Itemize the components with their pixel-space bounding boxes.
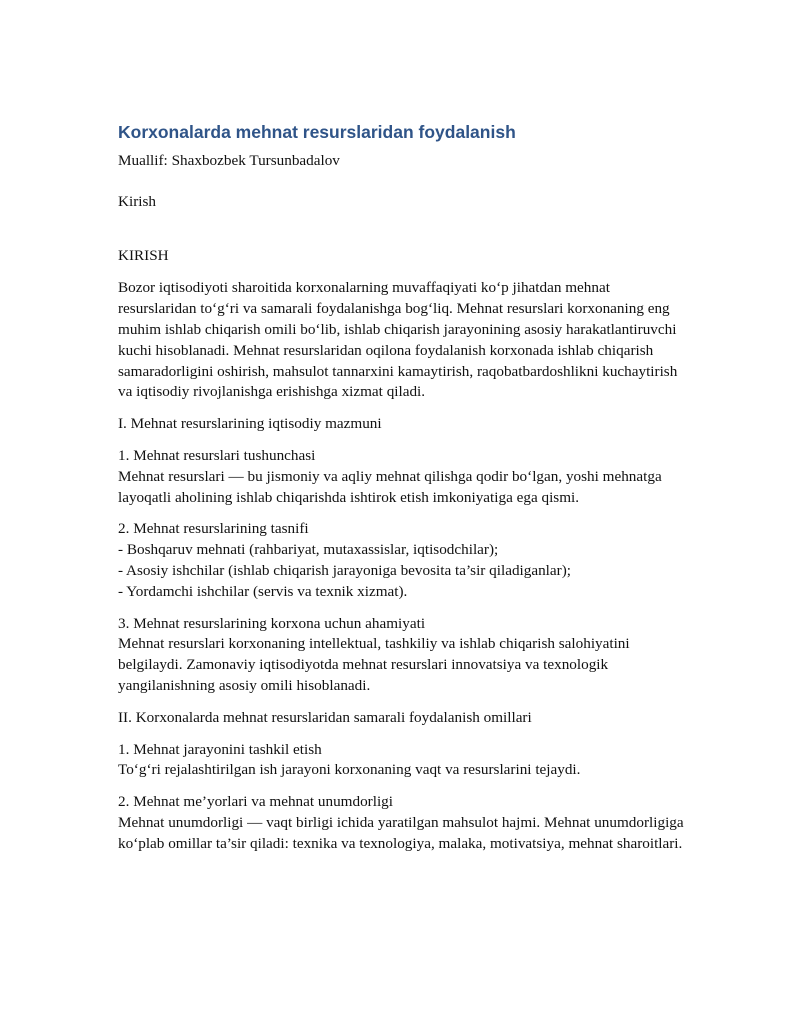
section1-sub2 — [118, 519, 688, 602]
kirish-heading: KIRISH — [118, 246, 169, 264]
section1-sub3 — [118, 614, 688, 697]
section1-sub3-heading: 3. Mehnat resurslarining korxona uchun ahamiyati — [118, 614, 426, 632]
section2-sub1-heading: 1. Mehnat jarayonini tashkil etish — [118, 740, 322, 758]
section2-sub2-heading: 2. Mehnat me’yorlari va mehnat unumdorligi — [118, 793, 393, 811]
section2-heading: II. Korxonalarda mehnat resurslaridan samarali foydalanish omillari — [118, 708, 532, 726]
section2-sub2-text: Mehnat unumdorligi — vaqt birligi ichida yaratilgan mahsulot hajmi. Mehnat unumdorligiga ko‘plab omillar ta’sir qiladi: texnika va texnologiya, malaka, motivatsiya, mehnat sharoitlari. — [118, 813, 684, 852]
section1-sub2-heading: 2. Mehnat resurslarining tasnifi — [118, 520, 309, 538]
section1-heading: I. Mehnat resurslarining iqtisodiy mazmuni — [118, 415, 382, 433]
list-item: - Yordamchi ishchilar (servis va texnik xizmat). — [118, 582, 408, 600]
document-body — [118, 121, 688, 866]
intro-label: Kirish — [118, 192, 156, 210]
section1-sub1-heading: 1. Mehnat resurslari tushunchasi — [118, 446, 316, 464]
section1-sub1 — [118, 446, 688, 508]
section2-sub1 — [118, 740, 688, 782]
section1-sub1-text: Mehnat resurslari — bu jismoniy va aqliy mehnat qilishga qodir bo‘lgan, yoshi mehnatga layoqatli aholining ishlab chiqarishda ishtirok etish imkoniyatiga ega qismi. — [118, 467, 662, 506]
list-item: - Boshqaruv mehnati (rahbariyat, mutaxassislar, iqtisodchilar); — [118, 541, 499, 559]
intro-paragraph: Bozor iqtisodiyoti sharoitida korxonalarning muvaffaqiyati ko‘p jihatdan mehnat resurslaridan to‘g‘ri va samarali foydalanishga bog‘liq. Mehnat resurslari korxonaning eng muhim ishlab chiqarish omili bo‘lib, ishlab chiqarish jarayonining asosiy harakatlantiruvchi kuchi hisoblanadi. Mehnat resurslaridan oqilona foydalanish korxonada ishlab chiqarish samaradorligini oshirish, mahsulot tannarxini kamaytirish, raqobatbardoshlikni kuchaytirish va iqtisodiy rivojlanishga erishishga xizmat qiladi. — [118, 279, 678, 401]
list-item: - Asosiy ishchilar (ishlab chiqarish jarayoniga bevosita ta’sir qiladiganlar); — [118, 561, 571, 579]
section2-sub1-text: To‘g‘ri rejalashtirilgan ish jarayoni korxonaning vaqt va resurslarini tejaydi. — [118, 761, 581, 779]
document-title: Korxonalarda mehnat resurslaridan foydalanish — [118, 122, 516, 142]
section2-sub2 — [118, 792, 688, 854]
section1-sub3-text: Mehnat resurslari korxonaning intellektual, tashkiliy va ishlab chiqarish salohiyatini belgilaydi. Zamonaviy iqtisodiyotda mehnat resurslari innovatsiya va texnologik yangilanishning asosiy omili hisoblanadi. — [118, 635, 630, 694]
author-line: Muallif: Shaxbozbek Tursunbadalov — [118, 152, 340, 169]
